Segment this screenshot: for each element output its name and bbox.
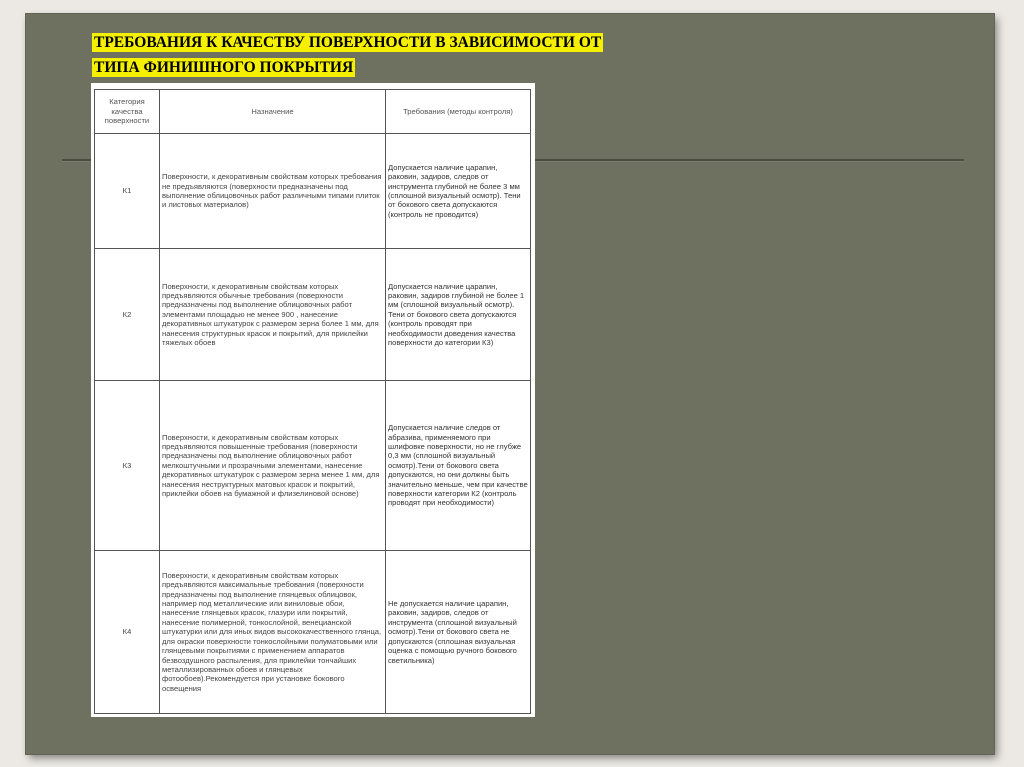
header-category: Категория качества поверхности	[95, 90, 160, 134]
requirements-table	[94, 89, 531, 714]
slide-title-line-2: ТИПА ФИНИШНОГО ПОКРЫТИЯ	[94, 59, 354, 76]
cell-requirements: Допускается наличие следов от абразива, применяемого при шлифовке поверхности, но не глубже 0,3 мм (сплошной визуальный осмотр).Тени от бокового света допускаются, но они должны быть значительно меньше, чем при качестве поверхности категории К2 (контроль проводят при необходимости)	[386, 381, 531, 551]
table-row	[95, 381, 531, 551]
header-requirements: Требования (методы контроля)	[386, 90, 531, 134]
table-row	[95, 551, 531, 714]
table-header-row	[95, 90, 531, 134]
cell-purpose: Поверхности, к декоративным свойствам которых предъявляются обычные требования (поверхности предназначены под выполнение облицовочных работ элементами площадью не менее 900 , нанесение декоративных штукатурок с размером зерна более 1 мм, для нанесения структурных красок и покрытий, для приклейки тяжелых обоев	[160, 249, 386, 381]
cell-requirements: Допускается наличие царапин, раковин, задиров, следов от инструмента глубиной не более 3 мм (сплошной визуальный осмотр). Тени от бокового света допускаются (контроль не проводится)	[386, 134, 531, 249]
cell-purpose: Поверхности, к декоративным свойствам которых предъявляются максимальные требования (поверхности предназначены под выполнение глянцевых облицовок, например под металлические или виниловые обои, нанесение глянцевых красок, глазури или покрытий, нанесение полимерной, тонкослойной, венецианской штукатурки или для иных видов высококачественного глянца, для окраски поверхности тонкослойными полуматовыми или глянцевыми покрытиями с применением аппаратов безвоздушного распыления, для приклейки тончайших металлизированных обоев и глянцевых фотообоев).Рекомендуется при установке бокового освещения	[160, 551, 386, 714]
cell-category: К4	[95, 551, 160, 714]
cell-category: К2	[95, 249, 160, 381]
cell-category: К1	[95, 134, 160, 249]
cell-requirements: Не допускается наличие царапин, раковин, задиров, следов от инструмента (сплошной визуальный осмотр).Тени от бокового света не допускаются (сплошная визуальная оценка с помощью ручного бокового светильника)	[386, 551, 531, 714]
slide-title-line-1: ТРЕБОВАНИЯ К КАЧЕСТВУ ПОВЕРХНОСТИ В ЗАВИСИМОСТИ ОТ	[94, 34, 602, 51]
document-image	[91, 83, 535, 717]
table-row	[95, 249, 531, 381]
cell-requirements: Допускается наличие царапин, раковин, задиров глубиной не более 1 мм (сплошной визуальный осмотр). Тени от бокового света допускаются (контроль проводят при необходимости доведения качества поверхности до категории К3)	[386, 249, 531, 381]
cell-category: К3	[95, 381, 160, 551]
cell-purpose: Поверхности, к декоративным свойствам которых предъявляются повышенные требования (поверхности предназначены под выполнение облицовочных работ мелкоштучными и прозрачными элементами, нанесение декоративных штукатурок с размером зерна менее 1 мм, для нанесения неструктурных матовых красок и покрытий, приклейки обоев на бумажной и флизелиновой основе)	[160, 381, 386, 551]
cell-purpose: Поверхности, к декоративным свойствам которых требования не предъявляются (поверхности предназначены под выполнение облицовочных работ различными типами плиток и листовых материалов)	[160, 134, 386, 249]
header-purpose: Назначение	[160, 90, 386, 134]
table-row	[95, 134, 531, 249]
